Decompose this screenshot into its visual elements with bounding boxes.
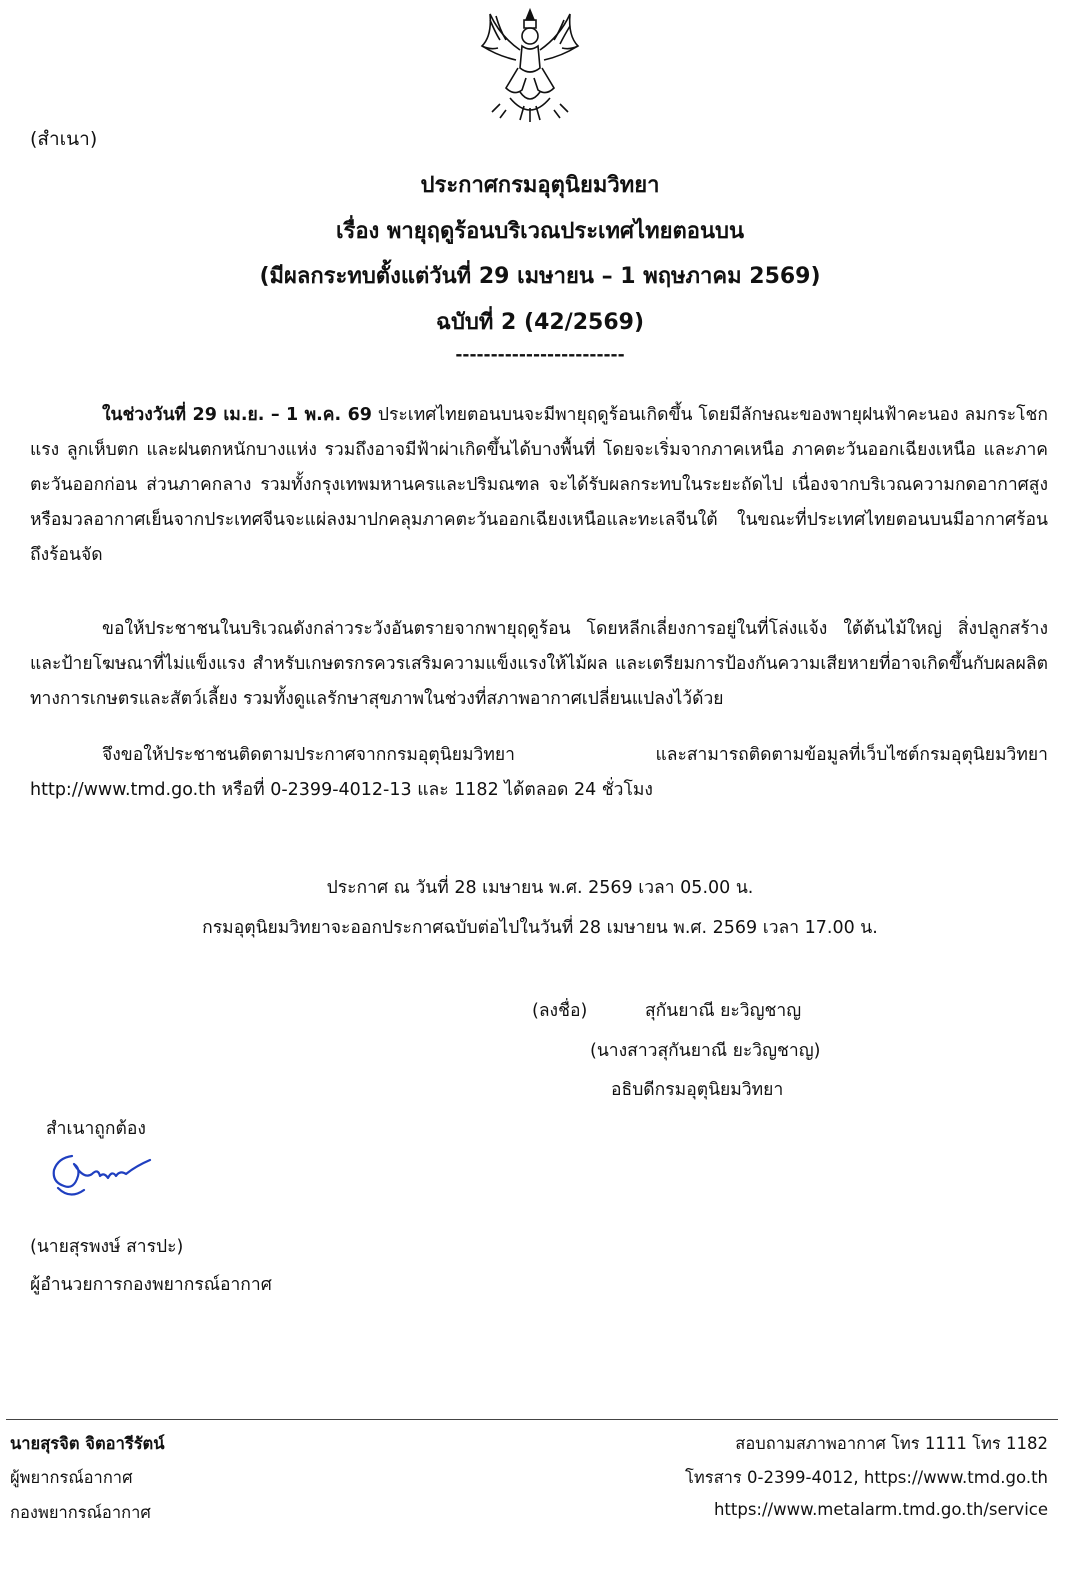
announce-date: ประกาศ ณ วันที่ 28 เมษายน พ.ศ. 2569 เวลา 05.00 น. xyxy=(326,878,754,898)
signed-name: สุกันยาณี ยะวิญชาญ xyxy=(645,1001,802,1021)
signatory-full-name: (นางสาวสุกันยาณี ยะวิญชาญ) xyxy=(590,1041,821,1061)
certified-label: สำเนาถูกต้อง xyxy=(46,1119,146,1139)
forecaster-role: ผู้พยากรณ์อากาศ xyxy=(10,1468,133,1487)
contact-service-link[interactable]: https://www.metalarm.tmd.go.th/service xyxy=(713,1500,1048,1519)
contact-phone: สอบถามสภาพอากาศ โทร 1111 โทร 1182 xyxy=(735,1434,1048,1453)
announcement-subject: เรื่อง พายุฤดูร้อนบริเวณประเทศไทยตอนบน xyxy=(335,219,745,244)
announcement-title: ประกาศกรมอุตุนิยมวิทยา xyxy=(420,173,660,198)
footer-divider xyxy=(6,1419,1058,1420)
forecaster-name: นายสุรจิต จิตอารีรัตน์ xyxy=(10,1434,165,1453)
body-paragraph-3: จึงขอให้ประชาชนติดตามประกาศจากกรมอุตุนิยมวิทยา และสามารถติดตามข้อมูลที่เว็บไซต์กรมอุตุนิยมวิทยา http://www.tmd.go.th หรือที่ 0-2399-4012-13 และ 1182 ได้ตลอด 24 ชั่วโมง xyxy=(30,745,1048,800)
garuda-emblem xyxy=(470,6,590,124)
next-announcement: กรมอุตุนิยมวิทยาจะออกประกาศฉบับต่อไปในวันที่ 28 เมษายน พ.ศ. 2569 เวลา 17.00 น. xyxy=(202,918,878,938)
signed-label: (ลงชื่อ) xyxy=(532,1001,588,1021)
signatory-position: อธิบดีกรมอุตุนิยมวิทยา xyxy=(611,1080,784,1100)
copy-tag: (สำเนา) xyxy=(30,128,98,150)
header-separator: ------------------------ xyxy=(455,345,625,365)
body-paragraph-2: ขอให้ประชาชนในบริเวณดังกล่าวระวังอันตรายจากพายุฤดูร้อน โดยหลีกเลี่ยงการอยู่ในที่โล่งแจ้ง ใต้ต้นไม้ใหญ่ สิ่งปลูกสร้าง และป้ายโฆษณาที่ไม่แข็งแรง สำหรับเกษตรกรควรเสริมความแข็งแรงให้ไม้ผล และเตรียมการป้องกันความเสียหายที่อาจเกิดขึ้นกับผลผลิต ทางการเกษตรและสัตว์เลี้ยง รวมทั้งดูแลรักษาสุขภาพในช่วงที่สภาพอากาศเปลี่ยนแปลงไว้ด้วย xyxy=(30,619,1048,709)
forecaster-dept: กองพยากรณ์อากาศ xyxy=(10,1503,151,1522)
certifier-position: ผู้อำนวยการกองพยากรณ์อากาศ xyxy=(30,1275,272,1295)
handwritten-signature xyxy=(40,1146,165,1206)
issue-number: ฉบับที่ 2 (42/2569) xyxy=(435,310,645,335)
body-paragraph-1 xyxy=(30,398,1048,573)
paragraph-1-text: ประเทศไทยตอนบนจะมีพายุฤดูร้อนเกิดขึ้น โดยมีลักษณะของพายุฝนฟ้าคะนอง ลมกระโชกแรง ลูกเห็บตก และฝนตกหนักบางแห่ง รวมถึงอาจมีฟ้าผ่าเกิดขึ้นได้บางพื้นที่ โดยจะเริ่มจากภาคเหนือ ภาคตะวันออกเฉียงเหนือ และภาคตะวันออกก่อน ส่วนภาคกลาง รวมทั้งกรุงเทพมหานครและปริมณฑล จะได้รับผลกระทบในระยะถัดไป เนื่องจากบริเวณความกดอากาศสูงหรือมวลอากาศเย็นจากประเทศจีนจะแผ่ลงมาปกคลุมภาคตะวันออกเฉียงเหนือและทะเลจีนใต้ ในขณะที่ประเทศไทยตอนบนมีอากาศร้อนถึงร้อนจัด xyxy=(30,405,1048,565)
certifier-name: (นายสุรพงษ์ สารปะ) xyxy=(30,1237,184,1257)
contact-fax-website: โทรสาร 0-2399-4012, https://www.tmd.go.th xyxy=(685,1468,1048,1487)
effective-period: (มีผลกระทบตั้งแต่วันที่ 29 เมษายน – 1 พฤษภาคม 2569) xyxy=(259,264,821,289)
period-highlight: ในช่วงวันที่ 29 เม.ย. – 1 พ.ค. 69 xyxy=(102,405,372,425)
